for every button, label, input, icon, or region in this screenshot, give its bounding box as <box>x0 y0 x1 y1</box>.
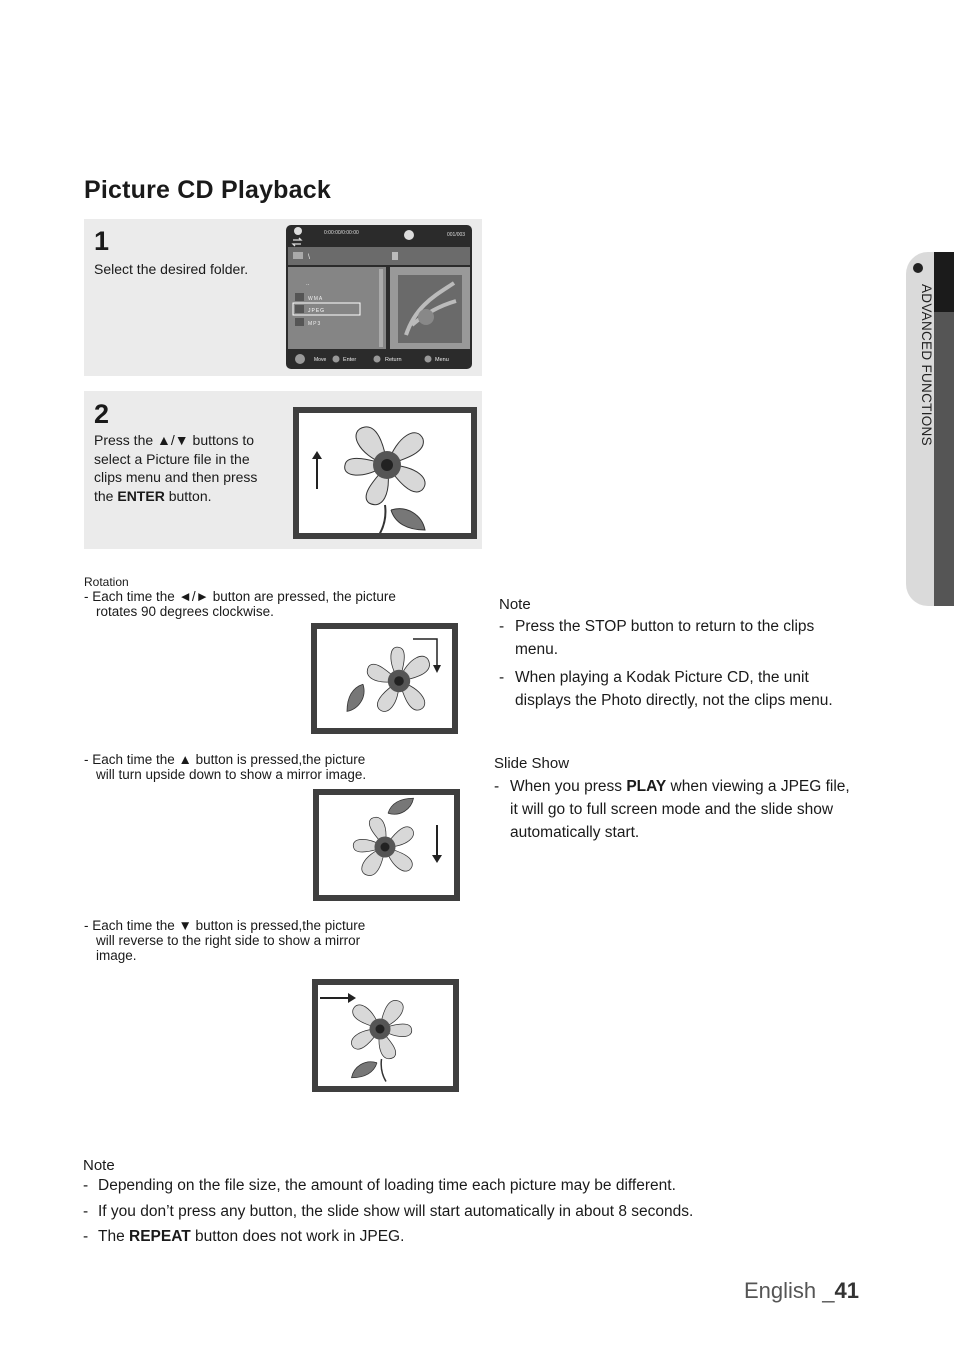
note-bottom-list: - Depending on the file size, the amount of loading time each picture may be different. - If you don’t press any button, the slide show will start automatically in about 8 seconds. - The REPEAT button does not work in JPEG. <box>83 1177 694 1245</box>
note-right-title: Note <box>499 596 531 613</box>
footer-enter: Enter <box>343 357 357 363</box>
up-down-arrows: ▲/▼ <box>157 432 189 448</box>
rotation-heading: Rotation <box>84 575 129 589</box>
slideshow-text: - When you press PLAY when viewing a JPEG file, it will go to full screen mode and the slide show automatically start. <box>494 778 850 841</box>
down-arrow-icon <box>432 855 442 863</box>
enter-icon <box>333 356 340 363</box>
folder-item: JPEG <box>308 308 326 314</box>
speaker-icon <box>392 252 398 260</box>
flower-mirror-image <box>318 985 453 1086</box>
menu-icon <box>425 356 432 363</box>
folder-item: MP3 <box>308 321 322 327</box>
side-tab-label: ADVANCED FUNCTIONS <box>919 284 934 446</box>
footer-return: Return <box>385 357 402 363</box>
step2-text: Press the ▲/▼ buttons to select a Picture file in the clips menu and then press the ENTER button. <box>94 432 258 504</box>
footer-menu: Menu <box>435 357 449 363</box>
up-arrow-icon <box>312 451 322 459</box>
page-title: Picture CD Playback <box>84 176 331 204</box>
disc-icon <box>294 227 302 235</box>
flower-rotated-image <box>317 629 452 728</box>
step1-number: 1 <box>94 226 110 256</box>
screen-counter: 001/003 <box>447 232 466 238</box>
page-footer: English _41 <box>744 1278 859 1303</box>
footer-move: Move <box>314 357 327 363</box>
cd-icon <box>404 230 414 240</box>
flower-upside-down-image <box>319 795 454 895</box>
return-icon <box>374 356 381 363</box>
rotation-item-1: - Each time the ◄/► button are pressed, the picture rotates 90 degrees clockwise. <box>84 589 396 619</box>
note-bottom-title: Note <box>83 1157 115 1174</box>
screen-path: \ <box>308 254 310 261</box>
side-tab-marker <box>934 252 954 312</box>
folder-menu-screen <box>286 225 472 369</box>
screen-time: 0:00:00/0:00:00 <box>324 230 359 236</box>
move-icon <box>295 354 305 364</box>
note-right-list: - Press the STOP button to return to the clips menu. - When playing a Kodak Picture CD, the unit displays the Photo directly, not the clips menu. <box>499 618 833 709</box>
right-arrow-icon <box>348 993 356 1003</box>
folder-icon <box>293 252 303 259</box>
bullet-dot-icon <box>913 263 923 273</box>
rotation-item-3: - Each time the ▼ button is pressed,the picture will reverse to the right side to show a mirror image. <box>84 918 366 963</box>
page-number: 41 <box>834 1278 859 1303</box>
flower-image <box>299 413 471 533</box>
folder-item: WMA <box>308 296 324 302</box>
rotation-item-2: - Each time the ▲ button is pressed,the picture will turn upside down to show a mirror image. <box>84 752 367 782</box>
parent-folder: .. <box>306 281 310 287</box>
step2-number: 2 <box>94 399 110 429</box>
slideshow-title: Slide Show <box>494 755 570 772</box>
step1-text: Select the desired folder. <box>94 261 249 277</box>
